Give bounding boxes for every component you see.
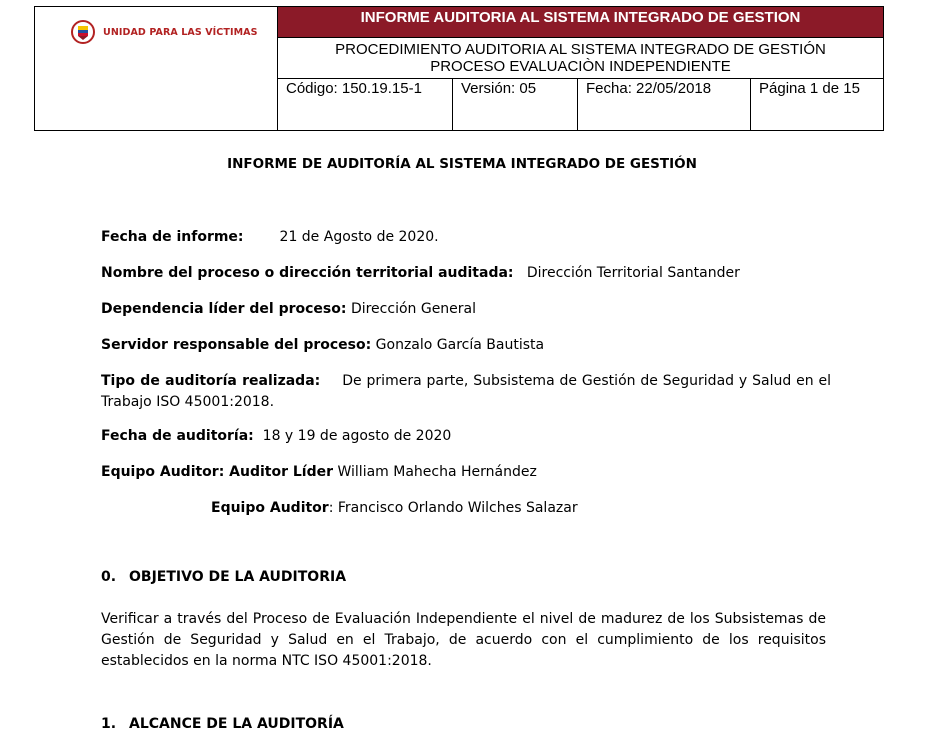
logo — [71, 19, 258, 45]
field-value: Dirección Territorial Santander — [526, 265, 740, 281]
audit-date-field — [101, 426, 831, 447]
field-value: Dirección General — [350, 301, 477, 317]
colombia-emblem-icon — [71, 19, 95, 45]
field-value: : Francisco Orlando Wilches Salazar — [328, 500, 578, 516]
process-name: PROCESO EVALUACIÒN INDEPENDIENTE — [430, 58, 731, 75]
field-label: Equipo Auditor — [211, 500, 329, 516]
audit-type-field — [101, 371, 831, 413]
field-label: Equipo Auditor: Auditor Líder — [101, 464, 334, 480]
audit-team-field — [101, 462, 831, 483]
date-cell: Fecha: 22/05/2018 — [578, 78, 751, 130]
objective-paragraph: Verificar a través del Proceso de Evaluación Independiente el nivel de madurez de los Subsistemas de Gestión de Seguridad y Salud en el Trabajo, de acuerdo con el cumplimiento de los requisitos establecidos en la norma NTC ISO 45001:2018. — [101, 611, 826, 669]
field-label: Fecha de informe: — [101, 229, 244, 245]
section-heading-scope — [101, 716, 344, 732]
section-title: OBJETIVO DE LA AUDITORIA — [129, 569, 347, 585]
field-value: Gonzalo García Bautista — [375, 337, 545, 353]
field-value: De primera parte, Subsistema de Gestión de Seguridad y Salud en el Trabajo ISO 45001:2018. — [101, 373, 831, 410]
field-value: 21 de Agosto de 2020. — [279, 229, 439, 245]
field-label: Tipo de auditoría realizada: — [101, 373, 321, 389]
procedure-name: PROCEDIMIENTO AUDITORIA AL SISTEMA INTEGRADO DE GESTIÓN — [335, 41, 826, 58]
code-cell: Código: 150.19.15-1 — [278, 78, 453, 130]
responsible-server-field — [101, 335, 831, 356]
process-name-field — [101, 263, 831, 284]
field-value: William Mahecha Hernández — [337, 464, 537, 480]
document-header — [34, 6, 884, 131]
field-label: Servidor responsable del proceso: — [101, 337, 372, 353]
document-title: INFORME DE AUDITORÍA AL SISTEMA INTEGRADO DE GESTIÓN — [227, 156, 697, 172]
field-label: Dependencia líder del proceso: — [101, 301, 347, 317]
logo-cell — [35, 7, 278, 131]
section-heading-objective — [101, 569, 346, 585]
page-cell: Página 1 de 15 — [751, 78, 884, 130]
field-label: Fecha de auditoría: — [101, 428, 254, 444]
logo-text: UNIDAD PARA LAS VÍCTIMAS — [103, 26, 258, 38]
version-cell: Versión: 05 — [453, 78, 578, 130]
procedure-process — [278, 38, 884, 79]
lead-dependency-field — [101, 299, 831, 320]
report-date-field — [101, 227, 831, 248]
field-value: 18 y 19 de agosto de 2020 — [262, 428, 452, 444]
field-label: Nombre del proceso o dirección territorial auditada: — [101, 265, 514, 281]
audit-team-member-field — [211, 498, 811, 519]
section-title: ALCANCE DE LA AUDITORÍA — [129, 716, 344, 732]
report-title: INFORME AUDITORIA AL SISTEMA INTEGRADO DE GESTION — [278, 7, 884, 38]
section-number: 1. — [101, 716, 117, 732]
section-number: 0. — [101, 569, 117, 585]
